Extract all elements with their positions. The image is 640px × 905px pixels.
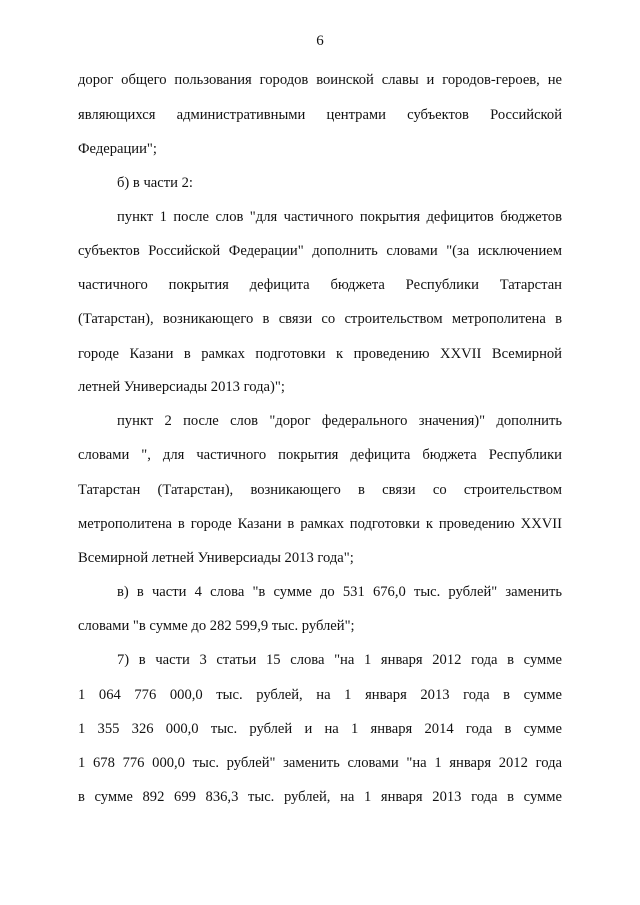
text-line: Татарстан (Татарстан), возникающего в связи со строительством bbox=[78, 482, 562, 498]
text-line: летней Универсиады 2013 года)"; bbox=[78, 379, 285, 395]
text-line: субъектов Российской Федерации" дополнить словами "(за исключением bbox=[78, 243, 562, 259]
text-line: 1 355 326 000,0 тыс. рублей и на 1 января 2014 года в сумме bbox=[78, 721, 562, 737]
text-line: являющихся административными центрами субъектов Российской bbox=[78, 107, 562, 123]
text-line: словами "в сумме до 282 599,9 тыс. рублей"; bbox=[78, 618, 355, 634]
text-line: в сумме 892 699 836,3 тыс. рублей, на 1 января 2013 года в сумме bbox=[78, 789, 562, 805]
text-line: Всемирной летней Универсиады 2013 года"; bbox=[78, 550, 354, 566]
text-line: 1 678 776 000,0 тыс. рублей" заменить словами "на 1 января 2012 года bbox=[78, 755, 562, 771]
text-line: пункт 1 после слов "для частичного покрытия дефицитов бюджетов bbox=[117, 209, 562, 225]
text-line: б) в части 2: bbox=[117, 175, 193, 191]
text-line: пункт 2 после слов "дорог федерального значения)" дополнить bbox=[117, 413, 562, 429]
text-line: городе Казани в рамках подготовки к проведению XXVII Всемирной bbox=[78, 346, 562, 362]
text-line: словами ", для частичного покрытия дефицита бюджета Республики bbox=[78, 447, 562, 463]
text-line: дорог общего пользования городов воинской славы и городов-героев, не bbox=[78, 72, 562, 88]
text-line: 1 064 776 000,0 тыс. рублей, на 1 января 2013 года в сумме bbox=[78, 687, 562, 703]
text-line: (Татарстан), возникающего в связи со строительством метрополитена в bbox=[78, 311, 562, 327]
page-number: 6 bbox=[316, 33, 324, 49]
text-line: Федерации"; bbox=[78, 141, 157, 157]
text-line: частичного покрытия дефицита бюджета Республики Татарстан bbox=[78, 277, 562, 293]
text-line: метрополитена в городе Казани в рамках подготовки к проведению XXVII bbox=[78, 516, 562, 532]
text-line: в) в части 4 слова "в сумме до 531 676,0 тыс. рублей" заменить bbox=[117, 584, 562, 600]
text-line: 7) в части 3 статьи 15 слова "на 1 января 2012 года в сумме bbox=[117, 652, 562, 668]
